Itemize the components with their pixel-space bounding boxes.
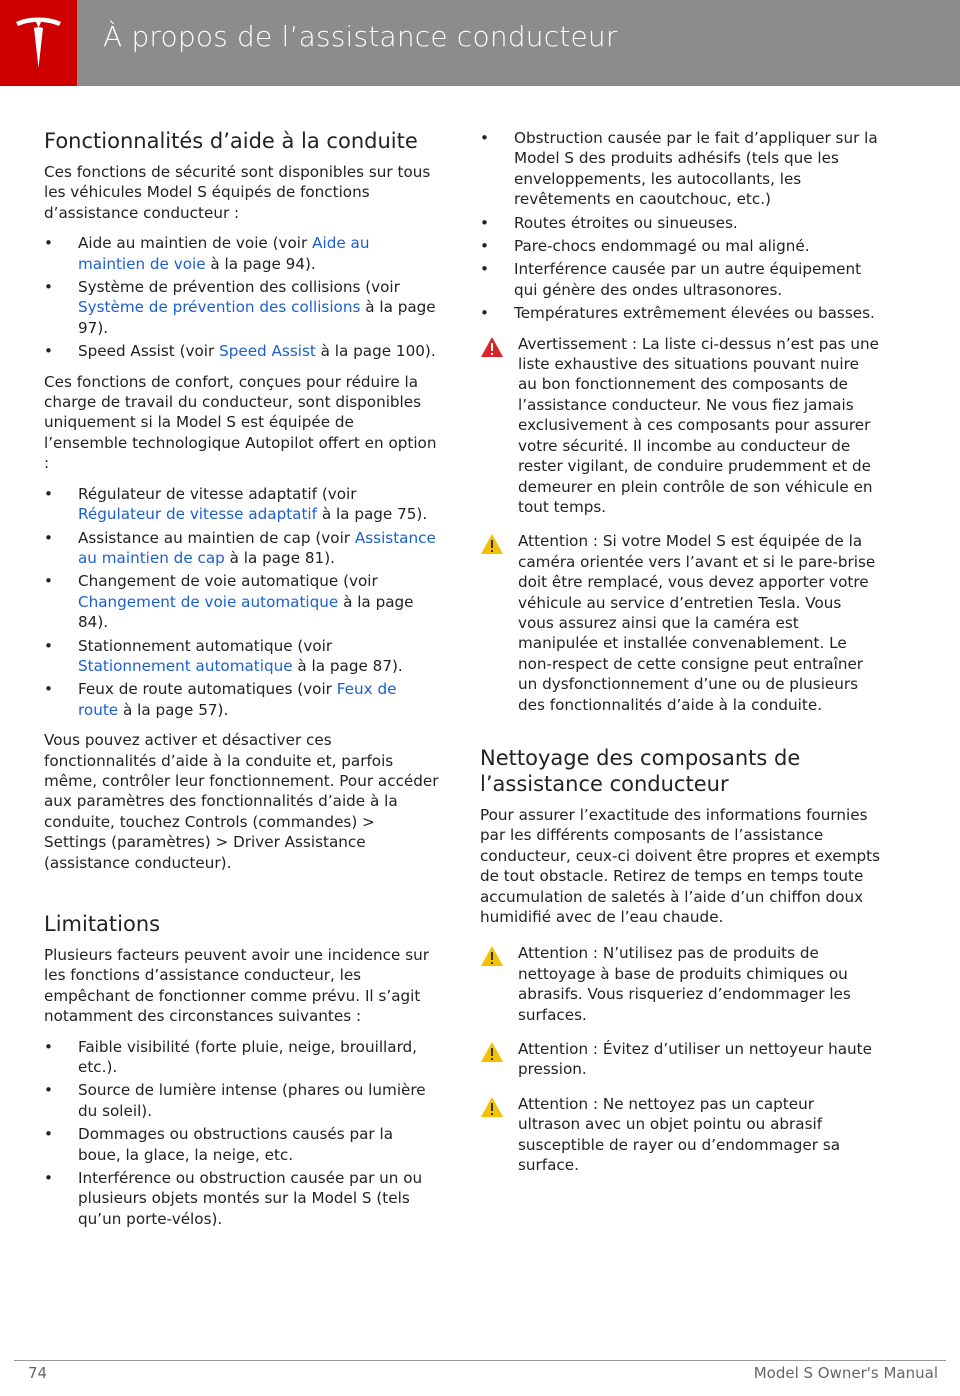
paragraph: Ces fonctions de confort, conçues pour réduire la charge de travail du conducteur, sont disponibles uniquement si la Model S est équipée de l’ensemble technologique Autopilot offert en option : bbox=[44, 372, 437, 473]
list-item: • Changement de voie automatique (voir Changement de voie automatique à la page 84). bbox=[44, 571, 439, 632]
limitations-list-continued bbox=[480, 128, 880, 324]
paragraph: Ces fonctions de sécurité sont disponibles sur tous les véhicules Model S équipés de fonctions d’assistance conducteur : bbox=[44, 163, 431, 222]
link-changement-voie[interactable]: Changement de voie automatique bbox=[78, 592, 339, 611]
page-number: 74 bbox=[28, 1364, 48, 1382]
section-title-features: Fonctionnalités d’aide à la conduite bbox=[44, 129, 418, 153]
list-item: • Interférence ou obstruction causée par un ou plusieurs objets montés sur la Model S (tels qu’un porte-vélos). bbox=[44, 1168, 439, 1229]
safety-list bbox=[44, 233, 439, 361]
list-item: • Routes étroites ou sinueuses. bbox=[480, 213, 880, 233]
page-header bbox=[0, 0, 960, 86]
link-maintien-cap[interactable]: Assistance au maintien de cap bbox=[78, 528, 436, 567]
page-title: À propos de l’assistance conducteur bbox=[103, 20, 618, 53]
link-regulateur-vitesse[interactable]: Régulateur de vitesse adaptatif bbox=[78, 505, 317, 524]
left-column bbox=[44, 128, 439, 1239]
list-item: • Températures extrêmement élevées ou basses. bbox=[480, 303, 880, 323]
section-title-limitations: Limitations bbox=[44, 912, 161, 936]
caution-icon bbox=[480, 1041, 504, 1063]
limitations-list bbox=[44, 1037, 439, 1230]
caution-note bbox=[480, 531, 880, 715]
comfort-list bbox=[44, 484, 439, 720]
link-feux-route[interactable]: Feux de route bbox=[78, 680, 397, 719]
list-item: • Dommages ou obstructions causés par la boue, la glace, la neige, etc. bbox=[44, 1124, 439, 1165]
caution-note bbox=[480, 943, 880, 1025]
list-item: • Régulateur de vitesse adaptatif (voir Régulateur de vitesse adaptatif à la page 75). bbox=[44, 484, 439, 525]
caution-note bbox=[480, 1039, 880, 1080]
footer-divider bbox=[14, 1360, 946, 1361]
section-title-cleaning: Nettoyage des composants de l’assistance conducteur bbox=[480, 745, 801, 796]
warning-text: Avertissement : La liste ci-dessus n’est pas une liste exhaustive des situations pouvant nuire au bon fonctionnement des composants de l’assistance conducteur. Ne vous fiez jamais exclusivement à ces composants pour assurer votre sécurité. Il incombe au conducteur de rester vigilant, de conduire prudemment et de demeurer en plein contrôle de son véhicule en tout temps. bbox=[518, 334, 879, 516]
list-item: • Assistance au maintien de cap (voir Assistance au maintien de cap à la page 81). bbox=[44, 528, 439, 569]
list-item: • Feux de route automatiques (voir Feux de route à la page 57). bbox=[44, 679, 439, 720]
caution-text: Attention : Si votre Model S est équipée de la caméra orientée vers l’avant et si le pare-brise doit être remplacé, vous devez apporter votre véhicule au service d’entretien Tesla. Vous vous assurez ainsi que la caméra est manipulée et installée convenablement. Le non-respect de cette consigne peut entraîner un dysfonctionnement d’une ou de plusieurs des fonctionnalités d’aide à la conduite. bbox=[518, 532, 876, 714]
caution-text: Attention : Évitez d’utiliser un nettoyeur haute pression. bbox=[518, 1040, 872, 1079]
link-stationnement[interactable]: Stationnement automatique bbox=[78, 656, 293, 675]
caution-note bbox=[480, 1094, 880, 1176]
right-column bbox=[480, 128, 880, 1189]
caution-icon bbox=[480, 1096, 504, 1118]
warning-icon bbox=[480, 336, 504, 358]
paragraph: Plusieurs facteurs peuvent avoir une incidence sur les fonctions d’assistance conducteur, les empêchant de fonctionner comme prévu. Il s’agit notamment des circonstances suivantes : bbox=[44, 946, 429, 1026]
caution-text: Attention : Ne nettoyez pas un capteur ultrason avec un objet pointu ou abrasif susceptible de rayer ou d’endommager sa surface. bbox=[518, 1094, 841, 1175]
caution-text: Attention : N’utilisez pas de produits de nettoyage à base de produits chimiques ou abrasifs. Vous risqueriez d’endommager les surfaces. bbox=[518, 944, 851, 1024]
list-item: • Aide au maintien de voie (voir Aide au maintien de voie à la page 94). bbox=[44, 233, 439, 274]
warning-note bbox=[480, 334, 880, 518]
list-item: • Faible visibilité (forte pluie, neige, brouillard, etc.). bbox=[44, 1037, 439, 1078]
list-item: • Speed Assist (voir Speed Assist à la page 100). bbox=[44, 341, 439, 361]
list-item: • Stationnement automatique (voir Stationnement automatique à la page 87). bbox=[44, 636, 439, 677]
list-item: • Système de prévention des collisions (voir Système de prévention des collisions à la page 97). bbox=[44, 277, 439, 338]
link-prevention-collisions[interactable]: Système de prévention des collisions bbox=[78, 298, 361, 317]
paragraph: Pour assurer l’exactitude des informations fournies par les différents composants de l’assistance conducteur, ceux-ci doivent être propres et exempts de tout obstacle. Retirez de temps en temps toute accumulation de saletés à l’aide d’un chiffon doux humidifié avec de l’eau chaude. bbox=[480, 805, 881, 926]
link-aide-maintien-voie[interactable]: Aide au maintien de voie bbox=[78, 234, 370, 273]
tesla-logo-icon bbox=[14, 14, 63, 70]
list-item: • Source de lumière intense (phares ou lumière du soleil). bbox=[44, 1080, 439, 1121]
paragraph: Vous pouvez activer et désactiver ces fonctionnalités d’aide à la conduite et, parfois même, contrôler leur fonctionnement. Pour accéder aux paramètres des fonctionnalités d’aide à la conduite, touchez Controls (commandes) > Settings (paramètres) > Driver Assistance (assistance conducteur). bbox=[44, 731, 439, 872]
manual-name: Model S Owner's Manual bbox=[753, 1364, 938, 1382]
caution-icon bbox=[480, 533, 504, 555]
caution-icon bbox=[480, 945, 504, 967]
list-item: • Obstruction causée par le fait d’appliquer sur la Model S des produits adhésifs (tels que les enveloppements, les autocollants, les revêtements en caoutchouc, etc.) bbox=[480, 128, 880, 210]
tesla-logo bbox=[0, 0, 77, 86]
list-item: • Pare-chocs endommagé ou mal aligné. bbox=[480, 236, 880, 256]
list-item: • Interférence causée par un autre équipement qui génère des ondes ultrasonores. bbox=[480, 259, 880, 300]
link-speed-assist[interactable]: Speed Assist bbox=[219, 342, 316, 361]
